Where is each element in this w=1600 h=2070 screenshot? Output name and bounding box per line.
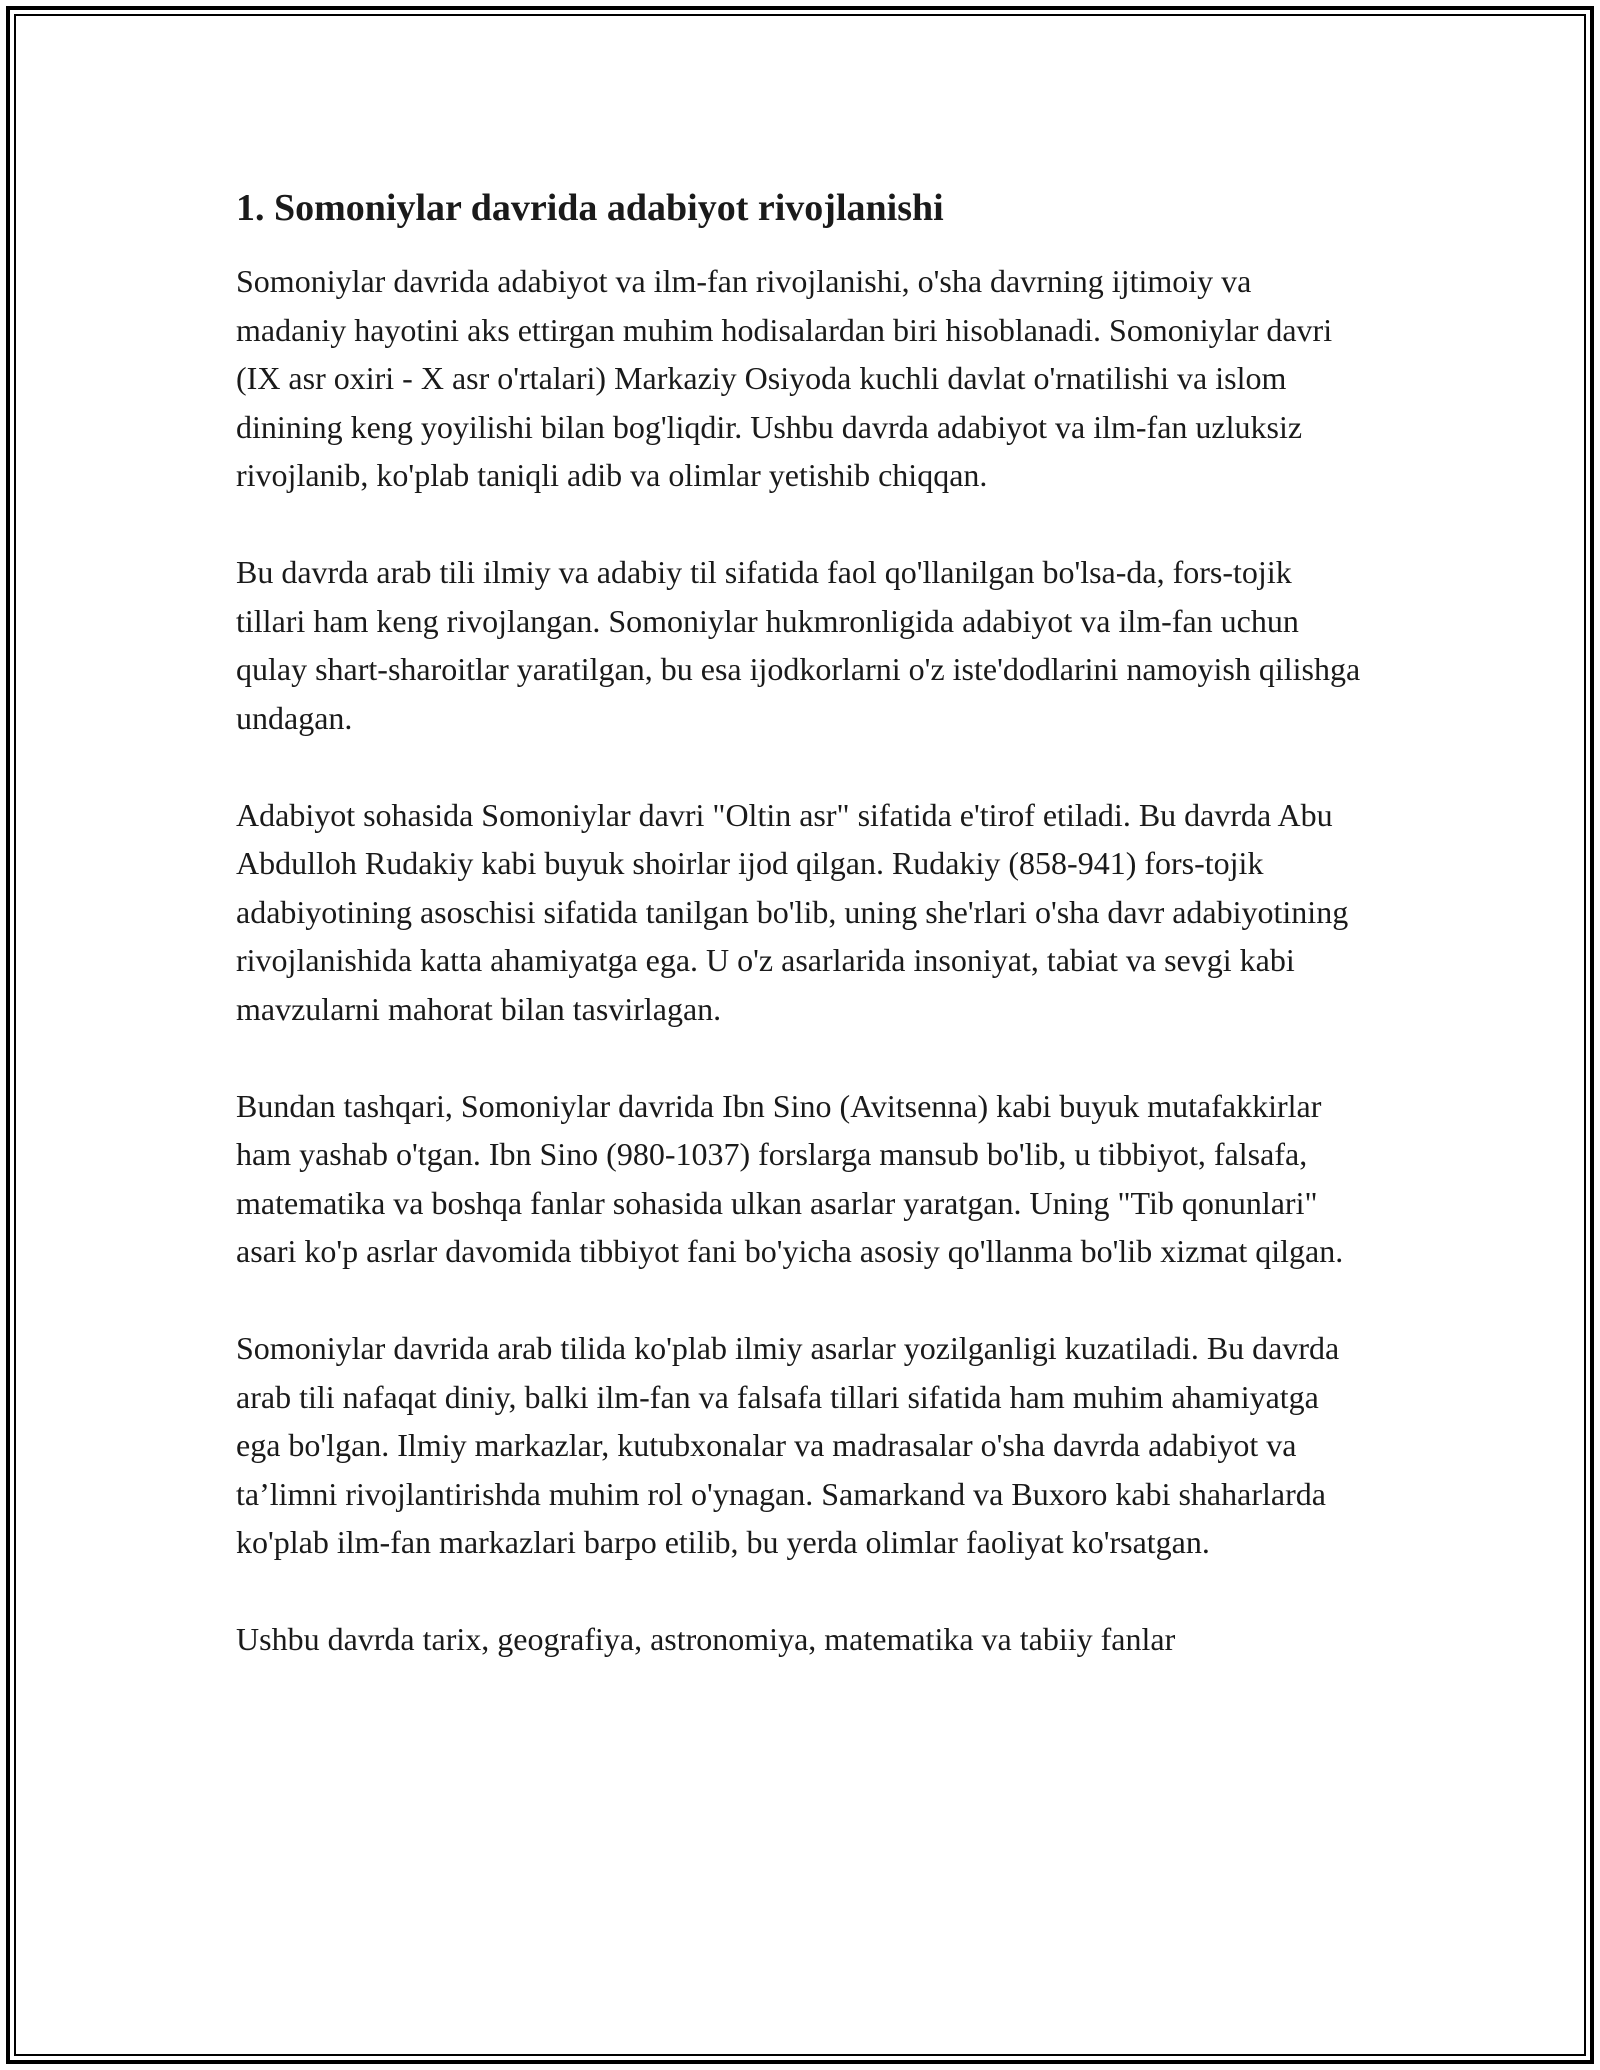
paragraph-2: Bu davrda arab tili ilmiy va adabiy til sifatida faol qo'llanilgan bo'lsa-da, fors-tojik tillari ham keng rivojlangan. Somoniylar hukmronligida adabiyot va ilm-fan uchun qulay shart-sharoitlar yaratilgan, bu esa ijodkorlarni o'z iste'dodlarini namoyish qilishga undagan. xyxy=(236,554,1361,736)
document-body xyxy=(236,184,1366,1712)
paragraph-5: Somoniylar davrida arab tilida ko'plab ilmiy asarlar yozilganligi kuzatiladi. Bu davrda arab tili nafaqat diniy, balki ilm-fan va falsafa tillari sifatida ham muhim ahamiyatga ega bo'lgan. Ilmiy markazlar, kutubxonalar va madrasalar o'sha davrda adabiyot va ta’limni rivojlantirishda muhim rol o'ynagan. Samarkand va Buxoro kabi shaharlarda ko'plab ilm-fan markazlari barpo etilib, bu yerda olimlar faoliyat ko'rsatgan. xyxy=(236,1330,1340,1561)
paragraph-4: Bundan tashqari, Somoniylar davrida Ibn Sino (Avitsenna) kabi buyuk mutafakkirlar ham yashab o'tgan. Ibn Sino (980-1037) forslarga mansub bo'lib, u tibbiyot, falsafa, matematika va boshqa fanlar sohasida ulkan asarlar yaratgan. Uning "Tib qonunlari" asari ko'p asrlar davomida tibbiyot fani bo'yicha asosiy qo'llanma bo'lib xizmat qilgan. xyxy=(236,1087,1344,1270)
document-title: 1. Somoniylar davrida adabiyot rivojlanishi xyxy=(236,187,944,229)
paragraph-3: Adabiyot sohasida Somoniylar davri "Oltin asr" sifatida e'tirof etiladi. Bu davrda Abu Abdulloh Rudakiy kabi buyuk shoirlar ijod qilgan. Rudakiy (858-941) fors-tojik adabiyotining asoschisi sifatida tanilgan bo'lib, uning she'rlari o'sha davr adabiyotining rivojlanishida katta ahamiyatga ega. U o'z asarlarida insoniyat, tabiat va sevgi kabi mavzularni mahorat bilan tasvirlagan. xyxy=(236,796,1349,1027)
paragraph-1: Somoniylar davrida adabiyot va ilm-fan rivojlanishi, o'sha davrning ijtimoiy va madaniy hayotini aks ettirgan muhim hodisalardan biri hisoblanadi. Somoniylar davri (IX asr oxiri - X asr o'rtalari) Markaziy Osiyoda kuchli davlat o'rnatilishi va islom dinining keng yoyilishi bilan bog'liqdir. Ushbu davrda adabiyot va ilm-fan uzluksiz rivojlanib, ko'plab taniqli adib va olimlar yetishib chiqqan. xyxy=(236,263,1333,494)
paragraph-6: Ushbu davrda tarix, geografiya, astronomiya, matematika va tabiiy fanlar xyxy=(236,1621,1176,1658)
